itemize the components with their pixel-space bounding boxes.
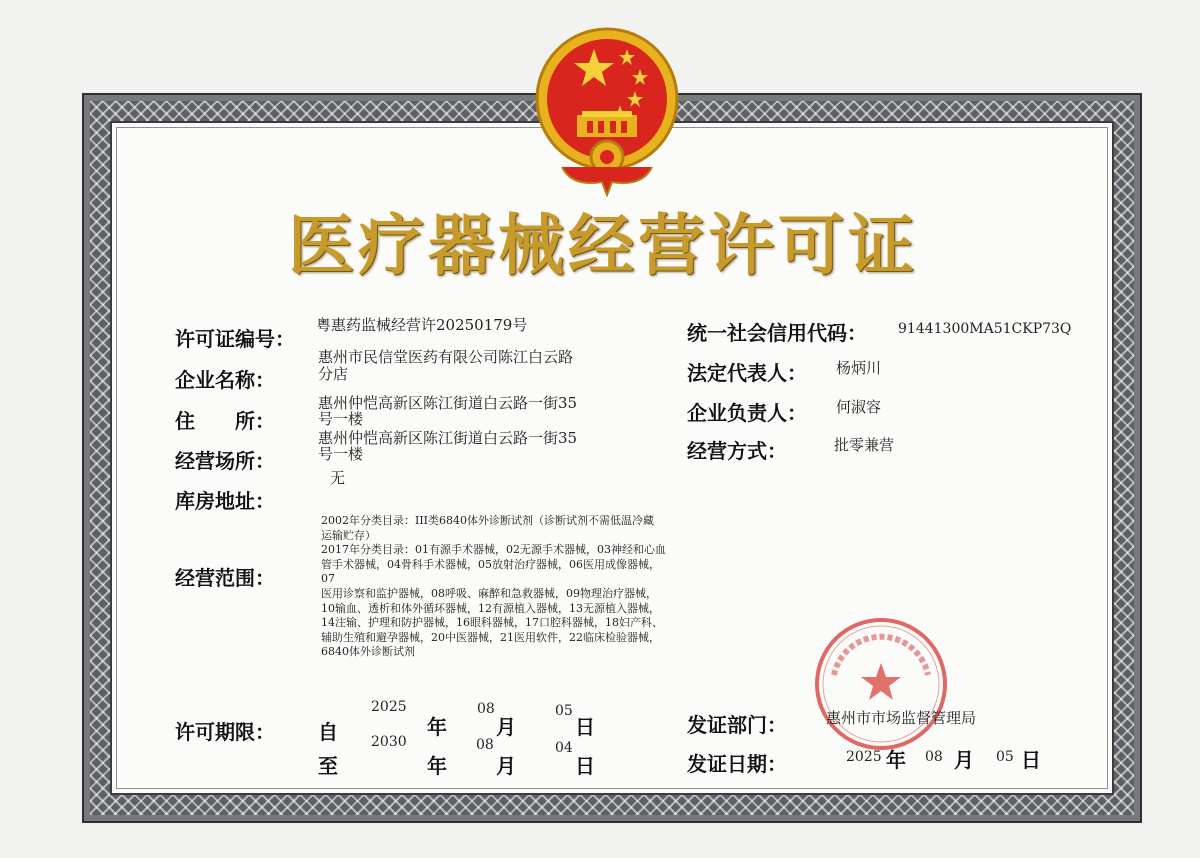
address-value-line2: 号一楼 xyxy=(318,410,364,428)
scope-line: 14注输、护理和防护器械，16眼科器械，17口腔科器械，18妇产科、 xyxy=(321,616,663,630)
warehouse-value: 无 xyxy=(330,469,346,487)
credit-code-value: 91441300MA51CKP73Q xyxy=(898,321,1072,337)
scope-label: 经营范围： xyxy=(175,566,275,590)
address-value-line1: 惠州仲恺高新区陈江街道白云路一街35 xyxy=(318,394,578,412)
national-emblem-icon xyxy=(532,27,682,197)
mode-label: 经营方式： xyxy=(687,439,787,463)
validity-from-day: 05 xyxy=(555,703,573,719)
validity-to-year: 2030 xyxy=(371,734,407,750)
validity-from-char: 自 xyxy=(318,720,338,744)
validity-to-day: 04 xyxy=(555,740,573,756)
validity-to-year-char: 年 xyxy=(427,754,447,778)
mode-value: 批零兼营 xyxy=(834,436,895,454)
validity-from-year-char: 年 xyxy=(427,715,447,739)
scope-text xyxy=(321,514,666,660)
validity-to-char: 至 xyxy=(318,754,338,778)
issue-date-day-char: 日 xyxy=(1021,748,1041,772)
issue-date-month-char: 月 xyxy=(954,748,974,772)
certificate-title: 医疗器械经营许可证 xyxy=(288,206,918,284)
scope-line: 6840体外诊断试剂 xyxy=(321,645,415,659)
issuer-label: 发证部门： xyxy=(687,713,787,737)
issue-date-year: 2025 xyxy=(846,749,882,765)
company-label: 企业名称： xyxy=(175,368,275,392)
premises-label: 经营场所： xyxy=(175,449,275,473)
address-label: 住 所： xyxy=(175,409,275,433)
credit-code-label: 统一社会信用代码： xyxy=(687,321,867,345)
license-no-value: 粤惠药监械经营许20250179号 xyxy=(316,316,528,334)
person-in-charge-label: 企业负责人： xyxy=(687,401,807,425)
person-in-charge-value: 何淑容 xyxy=(836,398,882,416)
premises-value-line1: 惠州仲恺高新区陈江街道白云路一街35 xyxy=(318,429,578,447)
validity-to-month: 08 xyxy=(476,737,494,753)
validity-from-month: 08 xyxy=(477,701,495,717)
warehouse-label: 库房地址： xyxy=(175,489,275,513)
license-no-label: 许可证编号： xyxy=(175,327,295,351)
validity-label: 许可期限： xyxy=(175,720,275,744)
company-value-line1: 惠州市民信堂医药有限公司陈江白云路 xyxy=(318,348,574,366)
issue-date-label: 发证日期： xyxy=(687,752,787,776)
scope-line: 辅助生殖和避孕器械，20中医器械，21医用软件，22临床检验器械， xyxy=(321,630,660,644)
validity-from-day-char: 日 xyxy=(575,715,595,739)
issue-date-day: 05 xyxy=(996,749,1014,765)
issuer-value: 惠州市市场监督管理局 xyxy=(826,709,977,727)
issue-date-year-char: 年 xyxy=(886,748,906,772)
scope-line: 管手术器械，04骨科手术器械，05放射治疗器械，06医用成像器械，07 xyxy=(321,557,660,586)
scope-line: 医用诊察和监护器械，08呼吸、麻醉和急救器械，09物理治疗器械， xyxy=(321,586,657,600)
legal-rep-label: 法定代表人： xyxy=(687,361,807,385)
validity-from-year: 2025 xyxy=(371,699,407,715)
validity-to-day-char: 日 xyxy=(575,754,595,778)
scope-line: 2017年分类目录：01有源手术器械，02无源手术器械，03神经和心血 xyxy=(321,543,666,557)
legal-rep-value: 杨炳川 xyxy=(836,359,882,377)
scope-line: 运输贮存） xyxy=(321,528,376,542)
premises-value-line2: 号一楼 xyxy=(318,445,364,463)
issue-date-month: 08 xyxy=(925,749,943,765)
validity-to-month-char: 月 xyxy=(496,754,516,778)
company-value-line2: 分店 xyxy=(318,365,349,383)
scope-line: 2002年分类目录：III类6840体外诊断试剂（诊断试剂不需低温冷藏 xyxy=(321,514,655,527)
scope-line: 10输血、透析和体外循环器械，12有源植入器械，13无源植入器械， xyxy=(321,601,660,615)
official-seal-icon xyxy=(812,615,950,753)
validity-from-month-char: 月 xyxy=(496,715,516,739)
